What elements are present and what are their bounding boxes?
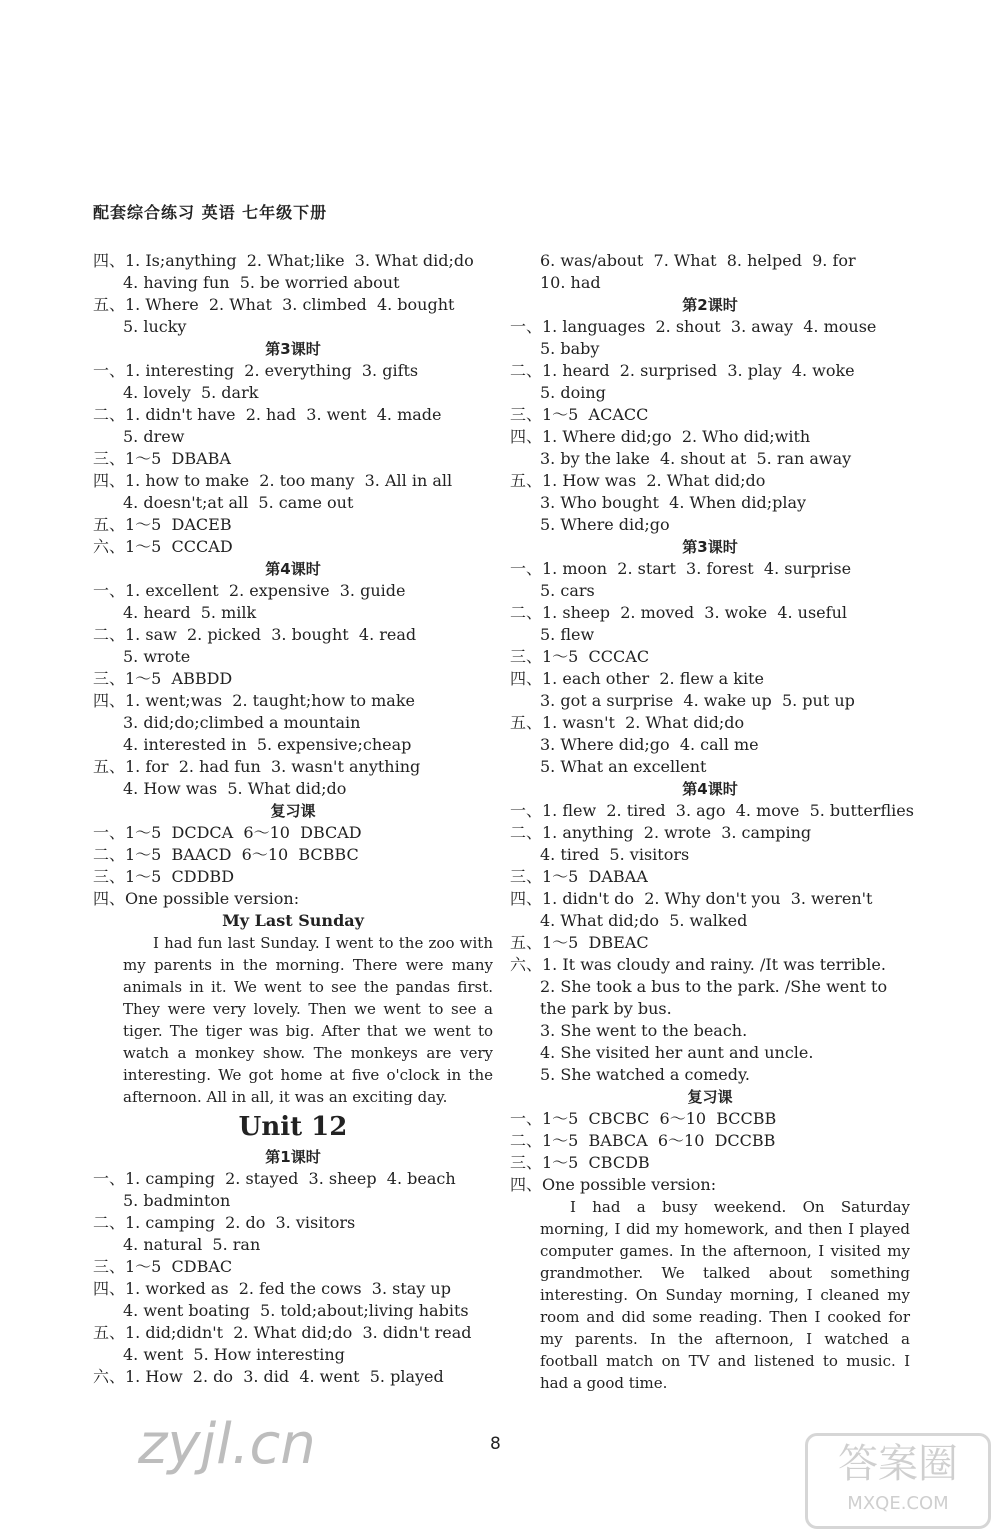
answer-line: 二、1. heard 2. surprised 3. play 4. woke [510, 361, 855, 380]
watermark-logo: zyjl.cn [138, 1412, 316, 1477]
answer-line: 5. wrote [123, 647, 191, 666]
answer-line: 四、1. worked as 2. fed the cows 3. stay up [93, 1279, 451, 1298]
answer-line: 二、1. saw 2. picked 3. bought 4. read [93, 625, 417, 644]
watermark-stamp-text: 答案圈 [838, 1441, 958, 1487]
answer-line: 三、1～5 CDDBD [93, 867, 235, 886]
answer-line: 4. lovely 5. dark [123, 383, 259, 402]
section-heading: 复习课 [270, 802, 316, 820]
essay-paragraph: I had fun last Sunday. I went to the zoo with my parents in the morning. There were many animals in it. We went to see the pandas first. They were very lovely. Then we went to see a tiger. The tiger was big. After that we went to watch a monkey show. The monkeys are very interesting. We got home at five o'clock in the afternoon. All in all, it was an exciting day. [123, 934, 493, 1106]
answer-line: 5. drew [123, 427, 185, 446]
answer-line: the park by bus. [540, 999, 672, 1018]
answer-line: 4. went boating 5. told;about;living habits [123, 1301, 469, 1320]
answer-line: 二、1～5 BAACD 6～10 BCBBC [93, 845, 359, 864]
unit-title: Unit 12 [238, 1112, 348, 1142]
page-number: 8 [490, 1434, 501, 1454]
answer-line: 三、1～5 CBCDB [510, 1153, 650, 1172]
answer-line: 4. interested in 5. expensive;cheap [123, 735, 412, 754]
answer-line: 六、1. It was cloudy and rainy. /It was terrible. [510, 955, 886, 974]
answer-line: 2. She took a bus to the park. /She went to [540, 977, 888, 996]
answer-line: 5. What an excellent [540, 757, 707, 776]
answer-line: 一、1. moon 2. start 3. forest 4. surprise [510, 559, 852, 578]
section-heading: 第4课时 [682, 780, 738, 798]
answer-line: 4. heard 5. milk [123, 603, 257, 622]
answer-line: 四、One possible version: [93, 889, 300, 908]
answer-line: 5. baby [540, 339, 600, 358]
answer-line: 一、1. languages 2. shout 3. away 4. mouse [510, 317, 877, 336]
answer-line: 3. Where did;go 4. call me [540, 735, 759, 754]
watermark-stamp [805, 1433, 991, 1529]
answer-line: 三、1～5 DBABA [93, 449, 231, 468]
answer-line: 五、1. did;didn't 2. What did;do 3. didn't read [93, 1323, 472, 1342]
answer-line: 一、1. excellent 2. expensive 3. guide [93, 581, 406, 600]
answer-line: 10. had [540, 273, 601, 292]
answer-line: 四、1. each other 2. flew a kite [510, 669, 764, 688]
answer-line: 三、1～5 ACACC [510, 405, 649, 424]
answer-line: 5. badminton [123, 1191, 231, 1210]
answer-line: 三、1～5 DABAA [510, 867, 648, 886]
answer-line: 一、1～5 DCDCA 6～10 DBCAD [93, 823, 362, 842]
answer-line: 三、1～5 ABBDD [93, 669, 233, 688]
answer-line: 一、1. interesting 2. everything 3. gifts [93, 361, 419, 380]
answer-line: 5. flew [540, 625, 595, 644]
answer-line: 三、1～5 CDBAC [93, 1257, 233, 1276]
answer-line: 一、1～5 CBCBC 6～10 BCCBB [510, 1109, 777, 1128]
answer-line: 4. How was 5. What did;do [123, 779, 347, 798]
answer-line: 六、1. How 2. do 3. did 4. went 5. played [93, 1367, 444, 1386]
answer-line: 4. doesn't;at all 5. came out [123, 493, 354, 512]
answer-line: 四、One possible version: [510, 1175, 717, 1194]
answer-line: 5. doing [540, 383, 606, 402]
answer-line: 二、1. sheep 2. moved 3. woke 4. useful [510, 603, 847, 622]
section-heading: 第3课时 [265, 340, 321, 358]
answer-line: 3. got a surprise 4. wake up 5. put up [540, 691, 855, 710]
answer-line: 四、1. how to make 2. too many 3. All in all [93, 471, 453, 490]
answer-line: 四、1. didn't do 2. Why don't you 3. weren't [510, 889, 873, 908]
answer-line: 二、1. didn't have 2. had 3. went 4. made [93, 405, 442, 424]
section-heading: 第2课时 [682, 296, 738, 314]
answer-line: 五、1～5 DACEB [93, 515, 232, 534]
left-column [93, 250, 493, 1388]
answer-line: 4. went 5. How interesting [123, 1345, 345, 1364]
answer-line: 四、1. Where did;go 2. Who did;with [510, 427, 811, 446]
section-heading: 第3课时 [682, 538, 738, 556]
answer-line: 5. Where did;go [540, 515, 670, 534]
answer-line: 五、1. Where 2. What 3. climbed 4. bought [93, 295, 455, 314]
section-heading: 复习课 [687, 1088, 733, 1106]
answer-line: 4. What did;do 5. walked [540, 911, 748, 930]
answer-line: 五、1. How was 2. What did;do [510, 471, 766, 490]
answer-line: 三、1～5 CCCAC [510, 647, 650, 666]
answer-line: 5. cars [540, 581, 595, 600]
answer-line: 四、1. went;was 2. taught;how to make [93, 691, 415, 710]
answer-line: 3. did;do;climbed a mountain [123, 713, 361, 732]
answer-line: 二、1～5 BABCA 6～10 DCCBB [510, 1131, 776, 1150]
answer-line: 五、1. wasn't 2. What did;do [510, 713, 745, 732]
answer-line: 4. having fun 5. be worried about [123, 273, 400, 292]
answer-line: 4. tired 5. visitors [540, 845, 690, 864]
answer-line: 五、1～5 DBEAC [510, 933, 649, 952]
answer-line: 四、1. Is;anything 2. What;like 3. What did;do [93, 251, 474, 270]
answer-line: 4. natural 5. ran [123, 1235, 261, 1254]
answer-line: 二、1. anything 2. wrote 3. camping [510, 823, 812, 842]
answer-line: 一、1. flew 2. tired 3. ago 4. move 5. butterflies [510, 801, 914, 820]
section-heading: 第1课时 [265, 1148, 321, 1166]
answer-line: 六、1～5 CCCAD [93, 537, 233, 556]
answer-line: 6. was/about 7. What 8. helped 9. for [540, 251, 856, 270]
answer-line: 5. lucky [123, 317, 187, 336]
answer-line: 五、1. for 2. had fun 3. wasn't anything [93, 757, 421, 776]
section-heading: 第4课时 [265, 560, 321, 578]
answer-line: 5. She watched a comedy. [540, 1065, 750, 1084]
answer-line: 3. She went to the beach. [540, 1021, 748, 1040]
right-column [510, 250, 914, 1394]
answer-line: 一、1. camping 2. stayed 3. sheep 4. beach [93, 1169, 456, 1188]
answer-line: 3. Who bought 4. When did;play [540, 493, 807, 512]
answer-line: 4. She visited her aunt and uncle. [540, 1043, 814, 1062]
watermark-stamp-url: MXQE.COM [847, 1493, 949, 1514]
essay-paragraph: I had a busy weekend. On Saturday morning, I did my homework, and then I played computer games. In the afternoon, I visited my grandmother. We talked about something interesting. On Sunday morning, I cleaned my room and did some reading. Then I cooked for my parents. In the afternoon, I watched a football match on TV and listened to music. I had a good time. [540, 1198, 910, 1392]
page-header: 配套综合练习 英语 七年级下册 [93, 203, 328, 222]
answer-line: 二、1. camping 2. do 3. visitors [93, 1213, 356, 1232]
essay-title: My Last Sunday [222, 911, 364, 930]
answer-line: 3. by the lake 4. shout at 5. ran away [540, 449, 852, 468]
